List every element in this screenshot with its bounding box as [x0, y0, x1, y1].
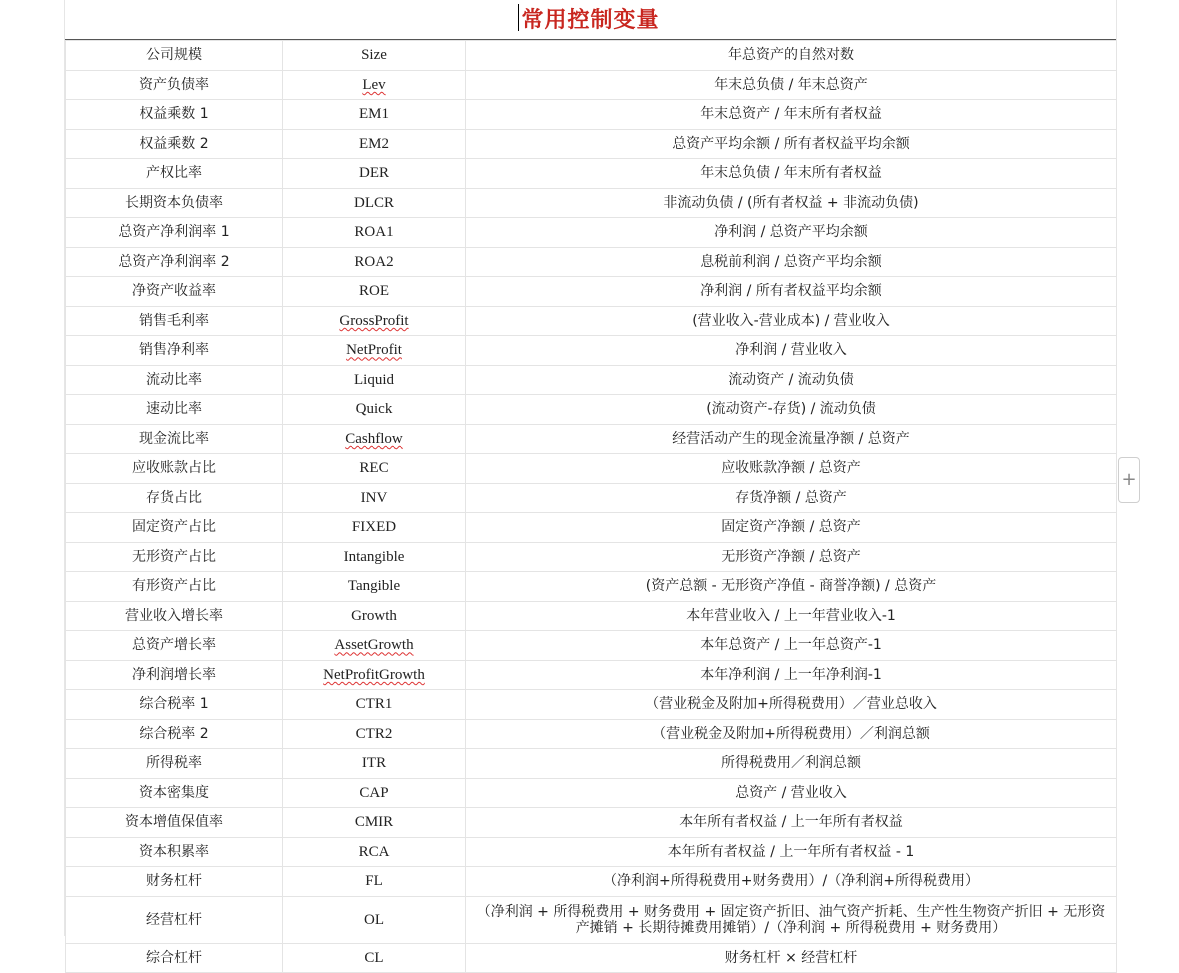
variable-abbr-cell[interactable] — [283, 395, 466, 425]
variable-formula-cell[interactable]: 财务杠杆 × 经营杠杆 — [466, 943, 1117, 973]
variable-name-cell[interactable]: 权益乘数 1 — [66, 100, 283, 130]
variable-abbr-cell[interactable] — [283, 837, 466, 867]
variable-abbr-cell[interactable] — [283, 631, 466, 661]
variables-table-body — [66, 41, 1117, 973]
variable-name-cell[interactable]: 销售净利率 — [66, 336, 283, 366]
variable-name-cell[interactable]: 公司规模 — [66, 41, 283, 71]
variable-abbr-text: Liquid — [354, 371, 394, 388]
variable-formula-cell[interactable]: 本年总资产 / 上一年总资产-1 — [466, 631, 1117, 661]
variable-abbr-text: FIXED — [351, 519, 397, 536]
variable-formula-cell[interactable]: 应收账款净额 / 总资产 — [466, 454, 1117, 484]
variable-abbr-text: Lev — [362, 76, 386, 93]
table-row — [66, 70, 1117, 100]
variable-abbr-text: DLCR — [353, 194, 394, 211]
variable-name-cell[interactable]: 现金流比率 — [66, 424, 283, 454]
table-row — [66, 218, 1117, 248]
variable-formula-cell[interactable]: （营业税金及附加+所得税费用）／利润总额 — [466, 719, 1117, 749]
table-row — [66, 660, 1117, 690]
variable-name-cell[interactable]: 营业收入增长率 — [66, 601, 283, 631]
variable-abbr-text: Tangible — [347, 578, 401, 595]
variable-formula-cell[interactable]: 息税前利润 / 总资产平均余额 — [466, 247, 1117, 277]
variable-name-cell[interactable]: 应收账款占比 — [66, 454, 283, 484]
table-row — [66, 454, 1117, 484]
variable-abbr-text: ROE — [359, 283, 389, 300]
variable-formula-cell[interactable]: (营业收入-营业成本) / 营业收入 — [466, 306, 1117, 336]
variable-abbr-text: ROA2 — [354, 253, 394, 270]
variable-formula-cell[interactable]: 所得税费用／利润总额 — [466, 749, 1117, 779]
variable-formula-cell[interactable]: 年末总负债 / 年末所有者权益 — [466, 159, 1117, 189]
variable-abbr-text: CMIR — [354, 814, 394, 831]
variable-abbr-cell[interactable] — [283, 778, 466, 808]
variable-formula-cell[interactable]: 流动资产 / 流动负债 — [466, 365, 1117, 395]
variable-abbr-cell[interactable] — [283, 70, 466, 100]
variable-name-cell[interactable]: 综合税率 2 — [66, 719, 283, 749]
variable-abbr-cell[interactable] — [283, 365, 466, 395]
variable-formula-cell[interactable]: 总资产 / 营业收入 — [466, 778, 1117, 808]
variable-abbr-text: EM1 — [359, 106, 389, 123]
table-row — [66, 365, 1117, 395]
variable-name-cell[interactable]: 存货占比 — [66, 483, 283, 513]
variable-name-cell[interactable]: 产权比率 — [66, 159, 283, 189]
variable-abbr-text: Intangible — [343, 548, 405, 565]
variable-name-cell[interactable]: 资本增值保值率 — [66, 808, 283, 838]
variable-abbr-cell[interactable] — [283, 336, 466, 366]
table-row — [66, 129, 1117, 159]
variable-name-cell[interactable]: 资本密集度 — [66, 778, 283, 808]
variable-abbr-text: ITR — [361, 755, 387, 772]
table-row — [66, 277, 1117, 307]
variable-formula-cell[interactable]: 无形资产净额 / 总资产 — [466, 542, 1117, 572]
variable-formula-cell[interactable]: 本年所有者权益 / 上一年所有者权益 - 1 — [466, 837, 1117, 867]
variable-abbr-cell[interactable] — [283, 572, 466, 602]
variable-formula-cell[interactable]: 年总资产的自然对数 — [466, 41, 1117, 71]
variable-name-cell[interactable]: 总资产净利润率 1 — [66, 218, 283, 248]
variable-abbr-cell[interactable] — [283, 601, 466, 631]
variable-abbr-text: Cashflow — [345, 430, 403, 447]
variable-name-cell[interactable]: 财务杠杆 — [66, 867, 283, 897]
variable-formula-cell[interactable]: 净利润 / 所有者权益平均余额 — [466, 277, 1117, 307]
variable-abbr-text: Size — [361, 47, 387, 64]
variable-abbr-text: Growth — [351, 607, 397, 624]
variable-abbr-text: INV — [360, 489, 388, 506]
variable-abbr-text: CTR1 — [355, 696, 393, 713]
variable-abbr-text: RCA — [358, 843, 390, 860]
variable-formula-cell[interactable]: （净利润+所得税费用+财务费用）/（净利润+所得税费用） — [466, 867, 1117, 897]
variable-abbr-text: EM2 — [359, 135, 389, 152]
title-area — [65, 0, 1116, 38]
variable-name-cell[interactable]: 总资产增长率 — [66, 631, 283, 661]
variable-abbr-cell[interactable] — [283, 483, 466, 513]
table-row — [66, 690, 1117, 720]
variable-name-cell[interactable]: 总资产净利润率 2 — [66, 247, 283, 277]
table-row — [66, 542, 1117, 572]
variable-abbr-cell[interactable] — [283, 690, 466, 720]
variable-formula-cell[interactable]: （营业税金及附加+所得税费用）／营业总收入 — [466, 690, 1117, 720]
variable-formula-cell[interactable]: (资产总额 - 无形资产净值 - 商誉净额) / 总资产 — [466, 572, 1117, 602]
variable-abbr-cell[interactable] — [283, 159, 466, 189]
variable-name-cell[interactable]: 无形资产占比 — [66, 542, 283, 572]
table-row — [66, 41, 1117, 71]
page-title[interactable] — [521, 3, 659, 34]
table-row — [66, 159, 1117, 189]
variable-formula-cell[interactable]: 年末总资产 / 年末所有者权益 — [466, 100, 1117, 130]
table-row — [66, 601, 1117, 631]
table-row — [66, 336, 1117, 366]
variable-abbr-cell[interactable] — [283, 454, 466, 484]
variable-name-cell[interactable]: 速动比率 — [66, 395, 283, 425]
variable-name-cell[interactable]: 综合杠杆 — [66, 943, 283, 973]
variable-abbr-cell[interactable] — [283, 513, 466, 543]
table-row — [66, 424, 1117, 454]
table-row — [66, 188, 1117, 218]
variable-abbr-cell[interactable] — [283, 277, 466, 307]
variable-abbr-cell[interactable] — [283, 100, 466, 130]
variable-abbr-cell[interactable] — [283, 129, 466, 159]
table-row — [66, 778, 1117, 808]
table-row — [66, 306, 1117, 336]
variable-abbr-text: FL — [365, 873, 383, 890]
variable-name-cell[interactable]: 权益乘数 2 — [66, 129, 283, 159]
variable-name-cell[interactable]: 所得税率 — [66, 749, 283, 779]
variable-abbr-cell[interactable] — [283, 306, 466, 336]
table-row — [66, 749, 1117, 779]
variable-name-cell[interactable]: 资本积累率 — [66, 837, 283, 867]
table-row — [66, 395, 1117, 425]
variable-name-cell[interactable]: 经营杠杆 — [66, 896, 283, 943]
variable-abbr-text: CL — [364, 949, 384, 966]
document-page — [64, 0, 1117, 966]
variables-table — [65, 40, 1117, 973]
table-row — [66, 631, 1117, 661]
variable-name-cell[interactable]: 净资产收益率 — [66, 277, 283, 307]
variable-formula-cell[interactable]: 总资产平均余额 / 所有者权益平均余额 — [466, 129, 1117, 159]
variable-abbr-cell[interactable] — [283, 808, 466, 838]
variable-abbr-cell[interactable] — [283, 424, 466, 454]
variable-formula-cell[interactable]: 年末总负债 / 年末总资产 — [466, 70, 1117, 100]
table-row — [66, 483, 1117, 513]
table-row — [66, 247, 1117, 277]
variable-formula-cell[interactable]: 本年所有者权益 / 上一年所有者权益 — [466, 808, 1117, 838]
variable-abbr-text: OL — [364, 911, 384, 928]
variable-abbr-text: NetProfitGrowth — [323, 666, 425, 683]
variable-name-cell[interactable]: 综合税率 1 — [66, 690, 283, 720]
text-cursor — [518, 4, 519, 31]
variable-abbr-cell[interactable] — [283, 188, 466, 218]
add-icon[interactable]: + — [1118, 457, 1140, 503]
variable-name-cell[interactable]: 销售毛利率 — [66, 306, 283, 336]
variable-formula-cell[interactable]: 存货净额 / 总资产 — [466, 483, 1117, 513]
variable-abbr-cell[interactable] — [283, 749, 466, 779]
table-row — [66, 837, 1117, 867]
variable-abbr-cell[interactable] — [283, 867, 466, 897]
variable-formula-cell[interactable]: 净利润 / 营业收入 — [466, 336, 1117, 366]
variable-abbr-text: DER — [359, 165, 389, 182]
variable-formula-cell[interactable]: 经营活动产生的现金流量净额 / 总资产 — [466, 424, 1117, 454]
variable-formula-cell[interactable]: 本年净利润 / 上一年净利润-1 — [466, 660, 1117, 690]
variable-formula-cell[interactable]: 非流动负债 / (所有者权益 + 非流动负债) — [466, 188, 1117, 218]
variable-abbr-cell[interactable] — [283, 660, 466, 690]
variable-abbr-text: NetProfit — [346, 342, 402, 359]
variable-name-cell[interactable]: 固定资产占比 — [66, 513, 283, 543]
variable-formula-cell[interactable]: 本年营业收入 / 上一年营业收入-1 — [466, 601, 1117, 631]
variable-formula-cell[interactable]: 净利润 / 总资产平均余额 — [466, 218, 1117, 248]
variable-abbr-text: AssetGrowth — [334, 637, 414, 654]
variable-abbr-text: ROA1 — [354, 224, 394, 241]
table-row — [66, 719, 1117, 749]
variable-formula-cell[interactable]: （净利润 + 所得税费用 + 财务费用 + 固定资产折旧、油气资产折耗、生产性生物资产折旧 + 无形资产摊销 + 长期待摊费用摊销）/（净利润 + 所得税费用 + 财务费用） — [466, 896, 1117, 943]
variable-abbr-cell[interactable] — [283, 218, 466, 248]
table-row — [66, 867, 1117, 897]
variable-abbr-cell[interactable] — [283, 719, 466, 749]
variable-formula-cell[interactable]: (流动资产-存货) / 流动负债 — [466, 395, 1117, 425]
variable-name-cell[interactable]: 长期资本负债率 — [66, 188, 283, 218]
variable-abbr-text: GrossProfit — [339, 312, 409, 329]
variable-abbr-text: REC — [359, 460, 389, 477]
table-row — [66, 572, 1117, 602]
variable-name-cell[interactable]: 净利润增长率 — [66, 660, 283, 690]
table-row — [66, 808, 1117, 838]
variable-abbr-text: CAP — [359, 784, 389, 801]
variable-abbr-cell[interactable] — [283, 41, 466, 71]
table-row — [66, 943, 1117, 973]
variable-name-cell[interactable]: 资产负债率 — [66, 70, 283, 100]
variable-name-cell[interactable]: 流动比率 — [66, 365, 283, 395]
variable-abbr-cell[interactable] — [283, 943, 466, 973]
variable-formula-cell[interactable]: 固定资产净额 / 总资产 — [466, 513, 1117, 543]
variable-name-cell[interactable]: 有形资产占比 — [66, 572, 283, 602]
variable-abbr-text: CTR2 — [355, 725, 393, 742]
variable-abbr-cell[interactable] — [283, 247, 466, 277]
table-row — [66, 513, 1117, 543]
table-row — [66, 100, 1117, 130]
page-title-text[interactable]: 常用控制变量 — [521, 8, 660, 33]
variable-abbr-text: Quick — [355, 401, 393, 418]
variable-abbr-cell[interactable] — [283, 542, 466, 572]
